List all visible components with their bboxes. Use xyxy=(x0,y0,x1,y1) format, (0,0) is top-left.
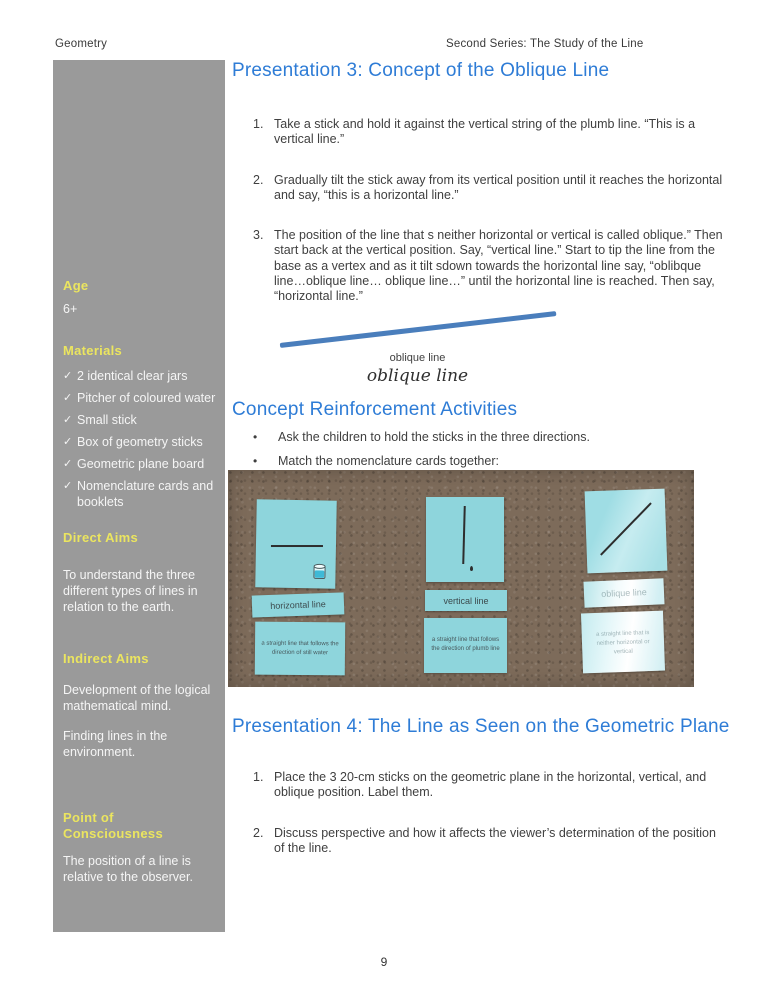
step-number: 2. xyxy=(253,172,264,187)
plumb-bob-icon xyxy=(470,566,473,571)
page-number: 9 xyxy=(380,955,388,969)
header-series-title: Second Series: The Study of the Line xyxy=(446,38,644,50)
vertical-line-definition-card: a straight line that follows the direction of plumb line xyxy=(424,618,507,673)
material-item-label: 2 identical clear jars xyxy=(77,369,188,384)
material-item xyxy=(63,456,216,472)
reinforcement-title: Concept Reinforcement Activities xyxy=(232,399,518,420)
material-item xyxy=(63,478,216,510)
list-item xyxy=(253,826,723,857)
presentation4-steps xyxy=(253,770,723,881)
oblique-line-drawing xyxy=(585,489,668,574)
point-of-consciousness-text: The position of a line is relative to the observer. xyxy=(63,853,193,884)
presentation3-steps xyxy=(253,117,723,329)
vertical-line-drawing xyxy=(462,506,466,564)
material-item xyxy=(63,412,216,428)
check-icon: ✓ xyxy=(63,480,73,493)
sidebar xyxy=(53,60,225,932)
sidebar-heading-point-of-consciousness: Point of Consciousness xyxy=(63,809,163,842)
step-text: Take a stick and hold it against the vertical string of the plumb line. “This is a vertical line.” xyxy=(274,117,696,147)
check-icon: ✓ xyxy=(63,436,73,449)
check-icon: ✓ xyxy=(63,370,73,383)
direct-aims-text: To understand the three different types of lines in relation to the earth. xyxy=(63,567,198,614)
presentation3-title: Presentation 3: Concept of the Oblique Line xyxy=(232,60,610,81)
list-item xyxy=(253,430,723,444)
bullet-icon: • xyxy=(253,430,258,444)
step-number: 1. xyxy=(253,770,264,784)
list-item xyxy=(253,173,723,204)
step-number: 3. xyxy=(253,228,264,242)
vertical-line-label-card: vertical line xyxy=(425,590,507,611)
oblique-line-picture-card xyxy=(585,489,668,574)
water-jar-icon xyxy=(312,563,326,579)
sidebar-heading-materials: Materials xyxy=(63,342,123,358)
nomenclature-cards-photo xyxy=(228,470,694,687)
material-item xyxy=(63,434,216,450)
step-text: Gradually tilt the stick away from its vertical position until it reaches the horizontal and say, “this is a horizontal line.” xyxy=(274,172,723,202)
step-number: 2. xyxy=(253,825,264,840)
sidebar-heading-age: Age xyxy=(63,278,89,293)
list-item xyxy=(253,228,723,304)
material-item-label: Geometric plane board xyxy=(77,457,205,472)
vertical-line-picture-card xyxy=(426,497,504,582)
check-icon: ✓ xyxy=(63,458,73,471)
step-number: 1. xyxy=(253,117,264,131)
indirect-aims-text: Development of the logical mathematical mind. xyxy=(63,682,211,713)
horizontal-line-definition-card: a straight line that follows the direction of still water xyxy=(255,622,345,676)
check-icon: ✓ xyxy=(63,392,73,405)
figure-caption-print: oblique line xyxy=(389,352,446,364)
oblique-line-definition-card: a straight line that is neither horizontal or vertical xyxy=(581,611,665,674)
age-value: 6+ xyxy=(63,301,78,316)
material-item-label: Nomenclature cards and booklets xyxy=(77,479,214,510)
check-icon: ✓ xyxy=(63,414,73,427)
bullet-text: Ask the children to hold the sticks in the three directions. xyxy=(278,430,590,444)
step-text: Place the 3 20-cm sticks on the geometric plane in the horizontal, vertical, and oblique position. Label them. xyxy=(274,770,707,800)
bullet-icon: • xyxy=(253,454,258,468)
presentation4-title: Presentation 4: The Line as Seen on the Geometric Plane xyxy=(232,716,730,737)
material-item-label: Pitcher of coloured water xyxy=(77,391,216,406)
step-text: The position of the line that s neither horizontal or vertical is called oblique.” Then start back at the vertical position. Say, “vertical line.” Start to tip the line from the base as a vertex and as it tilt sdown towards the horizontal line say, “oblibque line…oblique line… oblique line…” until the horizontal line is reached. Then say, “horizontal line.” xyxy=(274,228,723,303)
step-text: Discuss perspective and how it affects the viewer’s determination of the position of the line. xyxy=(274,825,716,855)
horizontal-line-drawing xyxy=(271,545,323,547)
figure-caption-script: oblique line xyxy=(366,366,469,386)
list-item xyxy=(253,770,723,801)
bullet-text: Match the nomenclature cards together: xyxy=(278,454,499,468)
sidebar-heading-direct-aims: Direct Aims xyxy=(63,530,139,546)
material-item xyxy=(63,368,216,384)
horizontal-line-label-card: horizontal line xyxy=(252,592,345,617)
oblique-line-label-card: oblique line xyxy=(583,578,664,607)
material-item xyxy=(63,390,216,406)
list-item xyxy=(253,117,723,148)
header-subject: Geometry xyxy=(55,38,108,50)
material-item-label: Small stick xyxy=(77,413,137,428)
list-item xyxy=(253,454,723,468)
indirect-aims-text: Finding lines in the environment. xyxy=(63,728,168,759)
horizontal-line-picture-card xyxy=(255,499,337,588)
sidebar-heading-indirect-aims: Indirect Aims xyxy=(63,650,149,666)
material-item-label: Box of geometry sticks xyxy=(77,435,203,450)
